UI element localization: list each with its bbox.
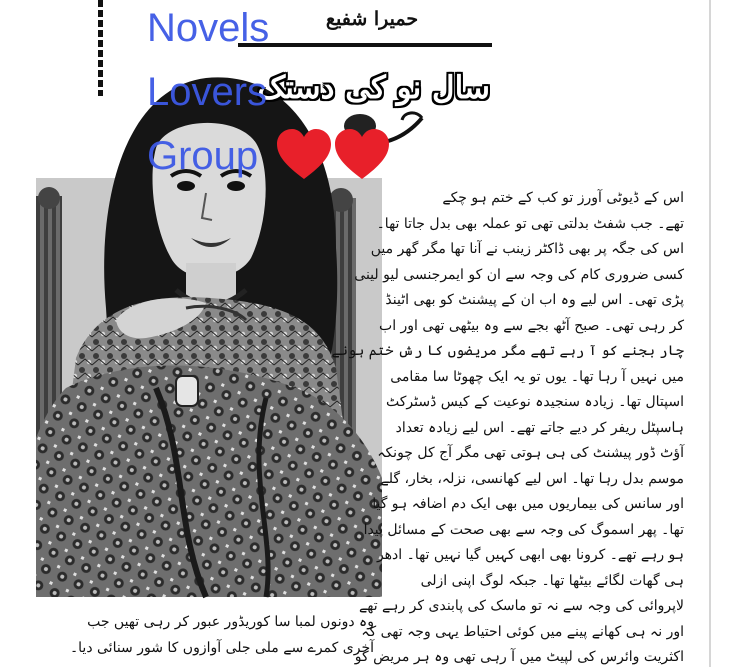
text-line: اکثریت وائرس کی لپیٹ میں آ رہی تھی وہ ہر مریض کو <box>354 649 684 665</box>
text-line: ہی گھات لگائے بیٹھا تھا۔ جبکہ لوگ اپنی ازلی <box>420 572 684 589</box>
text-line: اس کے ڈیوٹی آورز تو کب کے ختم ہو چکے <box>442 190 684 206</box>
text-line: کسی ضروری کام کی وجہ سے ان کو ایمرجنسی لیو لینی <box>354 266 684 283</box>
text-line: ہاسپٹل ریفر کر دیے جاتے تھے۔ اس لیے زیادہ تعداد <box>395 419 684 436</box>
watermark-line-3: Group <box>147 134 259 178</box>
watermark-line-2: Lovers <box>147 70 268 114</box>
text-line: اور سانس کی بیماریوں میں بھی ایک دم اضافہ ہو گیا <box>372 496 684 512</box>
text-line: کر رہی تھی۔ صبح آٹھ بجے سے وہ بیٹھی تھی اور اب <box>379 317 684 334</box>
text-line: آؤٹ ڈور پیشنٹ کی ہی ہوتی تھی مگر آج کل چونکہ <box>377 445 684 461</box>
text-line: وہ دونوں لمبا سا کوریڈور عبور کر رہی تھیں جب <box>87 614 374 630</box>
page-edge <box>709 0 711 667</box>
text-line: میں نہیں آ رہا تھا۔ یوں تو یہ ایک چھوٹا سا مقامی <box>390 368 684 385</box>
text-line: تھا۔ پھر اسموگ کی وجہ سے بھی صحت کے مسائل پیدا <box>363 521 684 538</box>
text-line: تھے۔ جب شفٹ بدلتی تھی تو عملہ بھی بدل جاتا تھا۔ <box>376 215 684 232</box>
text-line: پڑی تھی۔ اس لیے وہ اب ان کے پیشنٹ کو بھی اٹینڈ <box>385 292 684 308</box>
text-line: آخری کمرے سے ملی جلی آوازوں کا شور سنائی دیا۔ <box>69 640 374 656</box>
text-line: اس کی جگہ پر بھی ڈاکٹر زینب نے آنا تھا مگر گھر میں <box>370 241 684 257</box>
watermark-line-1: Novels <box>147 6 270 50</box>
text-line: چار بجنے کو آ رہے تھے مگر مریضوں کا رش ختم ہونے <box>331 343 684 359</box>
heart-icon <box>335 129 389 179</box>
title-rule <box>238 43 492 47</box>
story-title: سال نو کی دستک <box>257 70 490 106</box>
hearts-emoji <box>275 127 391 183</box>
text-line: لاپروائی کی وجہ سے نہ تو ماسک کی پابندی کر رہے تھے <box>359 598 684 614</box>
heart-icon <box>277 129 331 179</box>
text-line: اسپتال تھا۔ زیادہ سنجیدہ نوعیت کے کیس ڈسٹرکٹ <box>386 394 684 410</box>
article-text-column <box>331 186 684 671</box>
text-line: ہو رہے تھے۔ کرونا بھی ابھی کہیں گیا نہیں تھا۔ ادھر <box>376 547 684 563</box>
text-line: موسم بدل رہا تھا۔ اس لیے کھانسی، نزلہ، بخار، گلے <box>380 470 684 487</box>
article-text-bottom <box>69 609 374 661</box>
author-name: حمیرا شفیع <box>325 8 419 30</box>
text-line: اور نہ ہی کھانے پینے میں کوئی احتیاط یہی وجہ تھی کہ <box>361 623 684 640</box>
